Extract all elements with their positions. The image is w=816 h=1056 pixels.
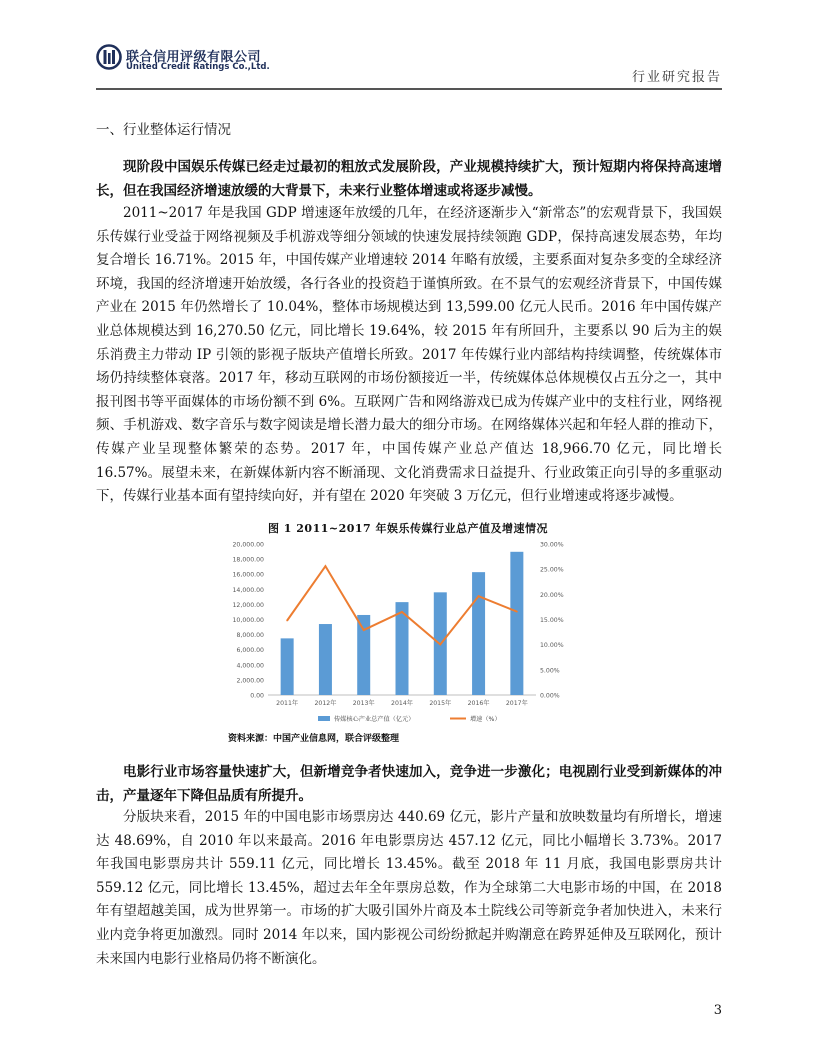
- growth-rate-point: [401, 611, 403, 613]
- x-tick-label: 2017年: [505, 700, 528, 707]
- page-number: 3: [713, 1003, 722, 1018]
- lead-paragraph-1: 现阶段中国娱乐传媒已经走过最初的粗放式发展阶段，产业规模持续扩大，预计短期内将保持高速增长，但在我国经济增速放缓的大背景下，未来行业整体增速或将逐步减慢。: [96, 159, 722, 199]
- y-left-tick-label: 4,000.00: [236, 662, 264, 670]
- legend-bar-swatch: [318, 716, 330, 721]
- page-header: [96, 44, 722, 88]
- growth-rate-point: [325, 565, 327, 567]
- figure-source: 资料来源：中国产业信息网，联合评级整理: [228, 734, 400, 744]
- header-divider: [96, 88, 722, 90]
- y-left-tick-label: 18,000.00: [232, 556, 264, 564]
- figure-title: 图 1 2011~2017 年娱乐传媒行业总产值及增速情况: [267, 522, 549, 535]
- growth-rate-point: [516, 611, 518, 613]
- y-left-tick-label: 16,000.00: [232, 571, 264, 579]
- y-left-tick-label: 2,000.00: [236, 677, 264, 685]
- bar: [281, 638, 294, 695]
- x-tick-label: 2013年: [352, 700, 375, 707]
- y-left-tick-label: 12,000.00: [232, 601, 264, 609]
- y-left-tick-label: 8,000.00: [236, 632, 264, 640]
- bar: [472, 572, 485, 695]
- bar-line-chart: [222, 536, 594, 732]
- y-right-tick-label: 5.00%: [540, 667, 560, 675]
- company-name-en: United Credit Ratings Co.,Ltd.: [126, 62, 270, 72]
- section-title: 一、行业整体运行情况: [96, 122, 231, 138]
- body-paragraph-2: 分版块来看，2015 年的中国电影市场票房达 440.69 亿元，影片产量和放映数量均有所增长，增速达 48.69%，自 2010 年以来最高。2016 年电影票房达 457.12 亿元，同比小幅增长 3.73%。2017 年我国电影票房共计 559.11 亿元，同比增长 13.45%。截至 2018 年 11 月底，我国电影票房共计 559.12 亿元，同比增长 13.45%，超过去年全年票房总数，作为全球第二大电影市场的中国，在 2018 年有望超越美国，成为世界第一。市场的扩大吸引国外片商及本土院线公司等新竞争者加快进入，未来行业内竞争将更加激烈。同时 2014 年以来，国内影视公司纷纷掀起并购潮意在跨界延伸及互联网化，预计未来国内电影行业格局仍将不断演化。: [96, 809, 722, 967]
- growth-rate-point: [478, 595, 480, 597]
- x-tick-label: 2011年: [276, 700, 299, 707]
- x-tick-label: 2012年: [314, 700, 337, 707]
- chart-container: [222, 536, 594, 732]
- growth-rate-point: [439, 644, 441, 646]
- legend-bar-label: 传媒核心产业总产值（亿元）: [334, 716, 415, 723]
- y-right-tick-label: 10.00%: [540, 642, 564, 650]
- bar: [510, 552, 523, 695]
- y-left-tick-label: 14,000.00: [232, 586, 264, 594]
- lead-paragraph-2: 电影行业市场容量快速扩大，但新增竞争者快速加入，竞争进一步激化；电视剧行业受到新媒体的冲击，产量逐年下降但品质有所提升。: [96, 764, 722, 804]
- y-left-tick-label: 6,000.00: [236, 647, 264, 655]
- y-left-tick-label: 0.00: [250, 692, 264, 700]
- company-name-cn: 联合信用评级有限公司: [126, 50, 262, 65]
- x-tick-label: 2016年: [467, 700, 490, 707]
- y-left-tick-label: 20,000.00: [232, 541, 264, 549]
- company-logo-icon: [96, 44, 122, 70]
- body-paragraph-1: 2011~2017 年是我国 GDP 增速逐年放缓的几年，在经济逐渐步入“新常态”的宏观背景下，我国娱乐传媒行业受益于网络视频及手机游戏等细分领域的快速发展持续领跑 GDP，保持高速发展态势，年均复合增长 16.71%。2015 年，中国传媒产业增速较 2014 年略有放缓，主要系面对复杂多变的全球经济环境，我国的经济增速开始放缓，各行各业的投资趋于谨慎所致。在不景气的宏观经济背景下，中国传媒产业在 2015 年仍然增长了 10.04%，整体市场规模达到 13,599.00 亿元人民币。2016 年中国传媒产业总体规模达到 16,270.50 亿元，同比增长 19.64%，较 2015 年有所回升，主要系以 90 后为主的娱乐消费主力带动 IP 引领的影视子版块产值增长所致。2017 年传媒行业内部结构持续调整，传统媒体市场仍持续整体衰落。2017 年，移动互联网的市场份额接近一半，传统媒体总体规模仅占五分之一，其中报刊图书等平面媒体的市场份额不到 6%。互联网广告和网络游戏已成为传媒产业中的支柱行业，网络视频、手机游戏、数字音乐与数字阅读是增长潜力最大的细分市场。在网络媒体兴起和年轻人群的推动下，传媒产业呈现整体繁荣的态势。2017 年，中国传媒产业总产值达 18,966.70 亿元，同比增长 16.57%。展望未来，在新媒体新内容不断涌现、文化消费需求日益提升、行业政策正向引导的多重驱动下，传媒行业基本面有望持续向好，并有望在 2020 年突破 3 万亿元，但行业增速或将逐步减慢。: [96, 205, 722, 505]
- x-tick-label: 2014年: [391, 700, 413, 707]
- y-right-tick-label: 30.00%: [540, 541, 564, 549]
- growth-rate-point: [363, 629, 365, 631]
- bar: [319, 624, 332, 695]
- y-right-tick-label: 15.00%: [540, 617, 564, 624]
- growth-rate-point: [286, 620, 288, 622]
- legend-line-label: 增速（%）: [470, 716, 501, 723]
- y-right-tick-label: 20.00%: [540, 591, 564, 599]
- report-type-label: 行业研究报告: [631, 70, 722, 85]
- x-tick-label: 2015年: [429, 700, 452, 707]
- y-right-tick-label: 25.00%: [540, 566, 564, 574]
- y-left-tick-label: 10,000.00: [232, 617, 264, 624]
- y-right-tick-label: 0.00%: [540, 692, 560, 700]
